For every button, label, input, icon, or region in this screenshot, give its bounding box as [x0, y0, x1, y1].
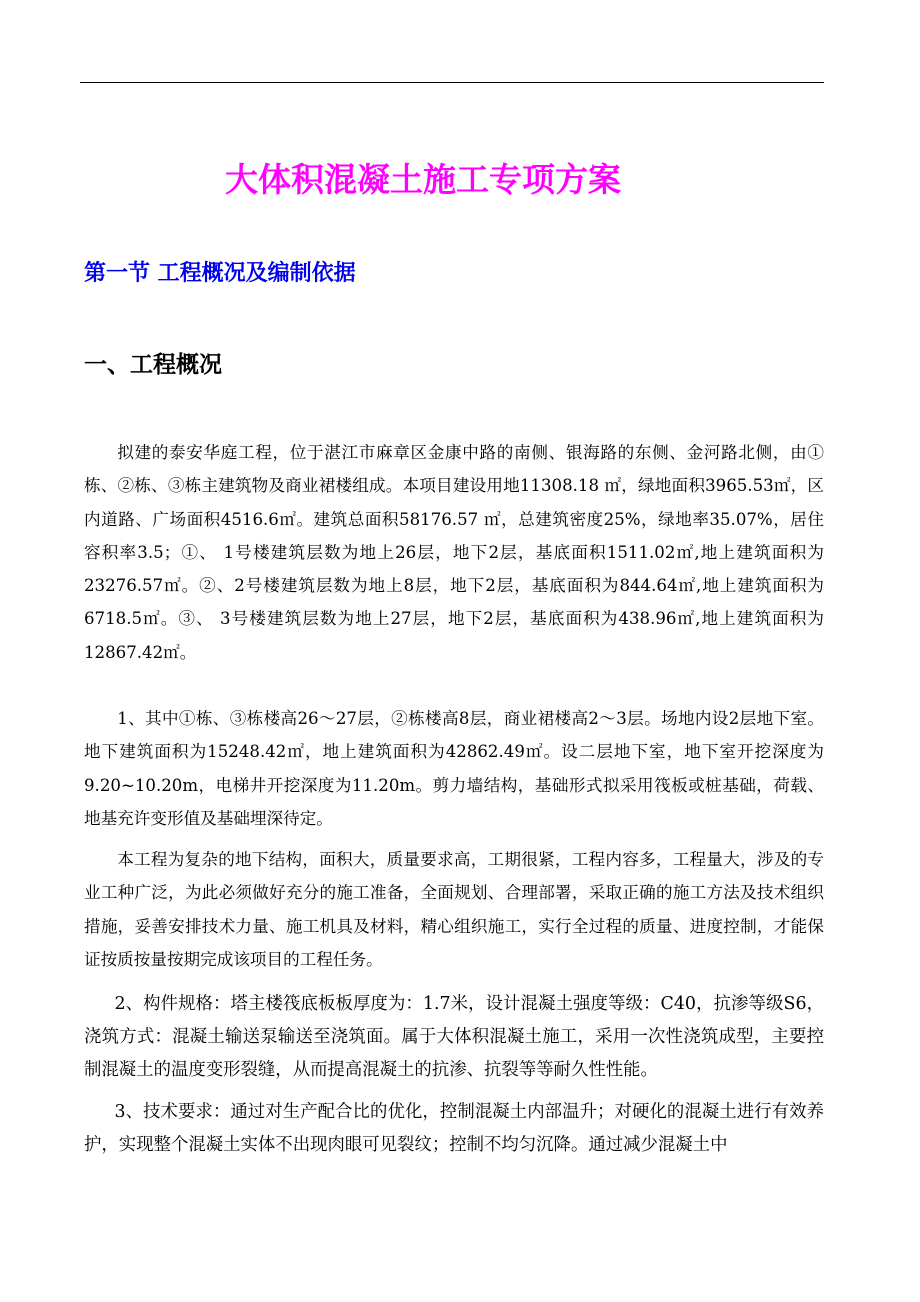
document-title: 大体积混凝土施工专项方案 [225, 160, 621, 199]
paragraph-component-specs: 2、构件规格：塔主楼筏底板板厚度为：1.7米，设计混凝土强度等级：C40，抗渗等级S6，浇筑方式：混凝土输送泵输送至浇筑面。属于大体积混凝土施工，采用一次性浇筑成型，主要控制混凝土的温度变形裂缝，从而提高混凝土的抗渗、抗裂等等耐久性性能。 [84, 994, 824, 1080]
paragraph-project-complexity: 本工程为复杂的地下结构，面积大，质量要求高，工期很紧，工程内容多，工程量大，涉及的专业工种广泛，为此必须做好充分的施工准备，全面规划、合理部署，采取正确的施工方法及技术组织措施，妥善安排技术力量、施工机具及材料，精心组织施工，实行全过程的质量、进度控制，才能保证按质按量按期完成该项目的工程任务。 [84, 850, 824, 969]
paragraph-building-details: 1、其中①栋、③栋楼高26～27层，②栋楼高8层，商业裙楼高2～3层。场地内设2层地下室。地下建筑面积为15248.42㎡，地上建筑面积为42862.49㎡。设二层地下室，地下室开挖深度为9.20~10.20m，电梯井开挖深度为11.20m。剪力墙结构，基础形式拟采用筏板或桩基础，荷载、地基充许变形值及基础埋深待定。 [84, 709, 824, 828]
section-heading: 第一节 工程概况及编制依据 [84, 261, 356, 286]
paragraph-technical-requirements: 3、技术要求：通过对生产配合比的优化，控制混凝土内部温升；对硬化的混凝土进行有效养护，实现整个混凝土实体不出现肉眼可见裂纹；控制不均匀沉降。通过减少混凝土中 [84, 1102, 824, 1155]
header-rule [80, 82, 824, 83]
paragraph-project-overview: 拟建的泰安华庭工程，位于湛江市麻章区金康中路的南侧、银海路的东侧、金河路北侧，由①栋、②栋、③栋主建筑物及商业裙楼组成。本项目建设用地11308.18 ㎡，绿地面积3965.53㎡，区内道路、广场面积4516.6㎡。建筑总面积58176.57 ㎡，总建筑密度25%，绿地率35.07%，居住容积率3.5；①、 1号楼建筑层数为地上26层，地下2层，基底面积1511.02㎡,地上建筑面积为23276.57㎡。②、2号楼建筑层数为地上8层，地下2层，基底面积为844.64㎡,地上建筑面积为6718.5㎡。③、 3号楼建筑层数为地上27层，地下2层，基底面积为438.96㎡,地上建筑面积为12867.42㎡。 [84, 443, 824, 662]
subsection-heading: 一、工程概况 [84, 352, 222, 378]
